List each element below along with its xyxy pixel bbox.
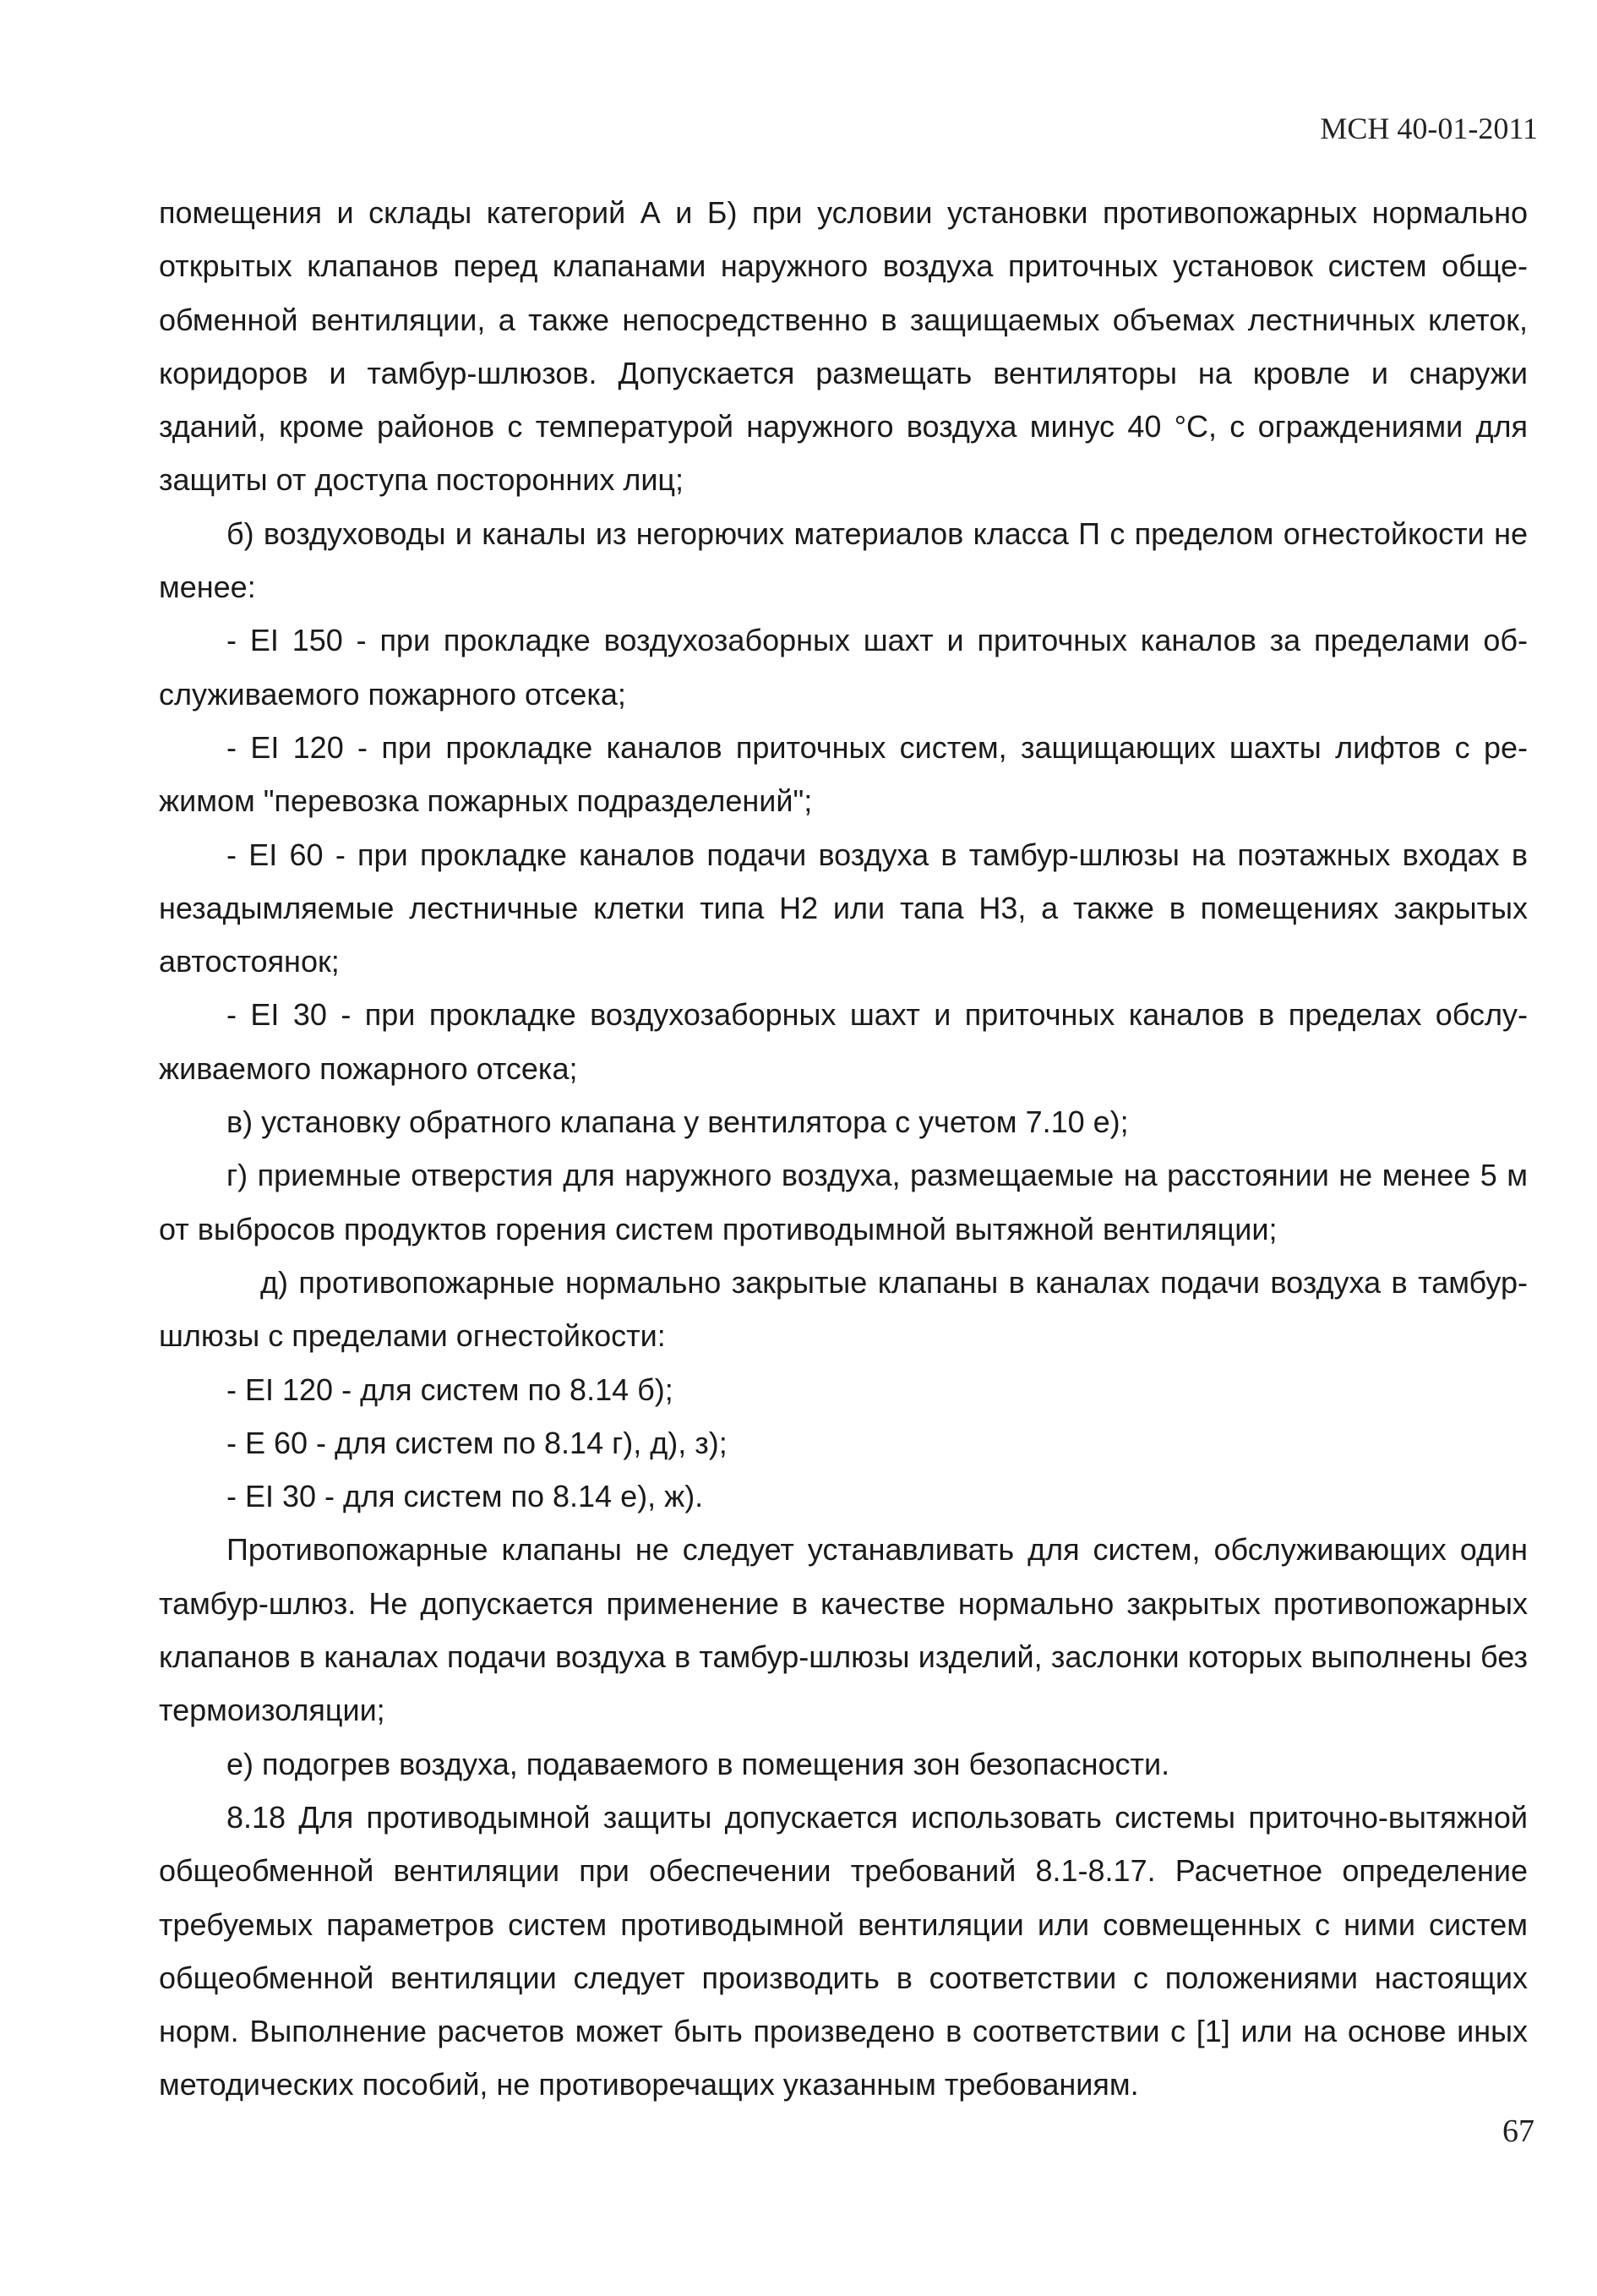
paragraph-fire-valves: Противопожарные клапаны не следует устанавливать для систем, обслуживающих один тамбур-шлюз. Не допускается применение в качестве нормально закрытых противопожарных клапанов в каналах подачи воздуха в тамбур-шлюзы изделий, заслонки которых выполнены без термоизоляции;: [159, 1532, 1528, 1728]
list-item-ei120-systems: - EI 120 - для систем по 8.14 б);: [226, 1372, 673, 1407]
paragraph-item-e: е) подогрев воздуха, подаваемого в помещения зон безопасности.: [226, 1746, 1170, 1781]
list-item-ei120: - EI 120 - при прокладке каналов приточных систем, защищающих шахты лифтов с режимом "перевозка пожарных подразделений";: [159, 729, 1528, 819]
paragraph-item-v: в) установку обратного клапана у вентилятора с учетом 7.10 е);: [226, 1104, 1129, 1140]
page-number: 67: [1502, 2113, 1534, 2149]
list-item-ei30-systems: - EI 30 - для систем по 8.14 е), ж).: [226, 1479, 704, 1514]
paragraph-item-g: г) приемные отверстия для наружного воздуха, размещаемые на расстоянии не менее 5 м от выбросов продуктов горения систем противодымной вытяжной вентиляции;: [159, 1158, 1528, 1246]
paragraph-item-b: б) воздуховоды и каналы из негорючих материалов класса П с пределом огнестойкости не менее:: [159, 515, 1528, 605]
paragraph-8-18: 8.18 Для противодымной защиты допускается использовать системы приточно-вытяжной общеобменной вентиляции при обеспечении требований 8.1-8.17. Расчетное определение требуемых параметров систем противодымной вентиляции или совмещенных с ними систем общеобменной вентиляции следует производить в соответствии с положениями настоящих норм. Выполнение расчетов может быть произведено в соответствии с [1] или на основе иных методических пособий, не противоречащих указанным требованиям.: [159, 1799, 1528, 2102]
paragraph-item-d: д) противопожарные нормально закрытые клапаны в каналах подачи воздуха в тамбур-шлюзы с пределами огнестойкости:: [159, 1264, 1528, 1354]
body-text: [159, 186, 1528, 2112]
document-code: МСН 40-01-2011: [1320, 112, 1538, 145]
list-item-ei150: - EI 150 - при прокладке воздухозаборных шахт и приточных каналов за пределами обслуживаемого пожарного отсека;: [159, 623, 1528, 712]
list-item-ei30: - EI 30 - при прокладке воздухозаборных шахт и приточных каналов в пределах обслуживаемого пожарного отсека;: [159, 997, 1528, 1086]
list-item-e60-systems: - Е 60 - для систем по 8.14 г), д), з);: [226, 1425, 728, 1460]
paragraph-continuation: помещения и склады категорий А и Б) при условии установки противопожарных нормально открытых клапанов перед клапанами наружного воздуха приточных установок систем общеобменной вентиляции, а также непосредственно в защищаемых объемах лестничных клеток, коридоров и тамбур-шлюзов. Допускается размещать вентиляторы на кровле и снаружи зданий, кроме районов с температурой наружного воздуха минус 40 °С, с ограждениями для защиты от доступа посторонних лиц;: [159, 195, 1528, 498]
list-item-ei60: - EI 60 - при прокладке каналов подачи воздуха в тамбур-шлюзы на поэтажных входах в незадымляемые лестничные клетки типа Н2 или тапа Н3, а также в помещениях закрытых автостоянок;: [159, 837, 1528, 979]
